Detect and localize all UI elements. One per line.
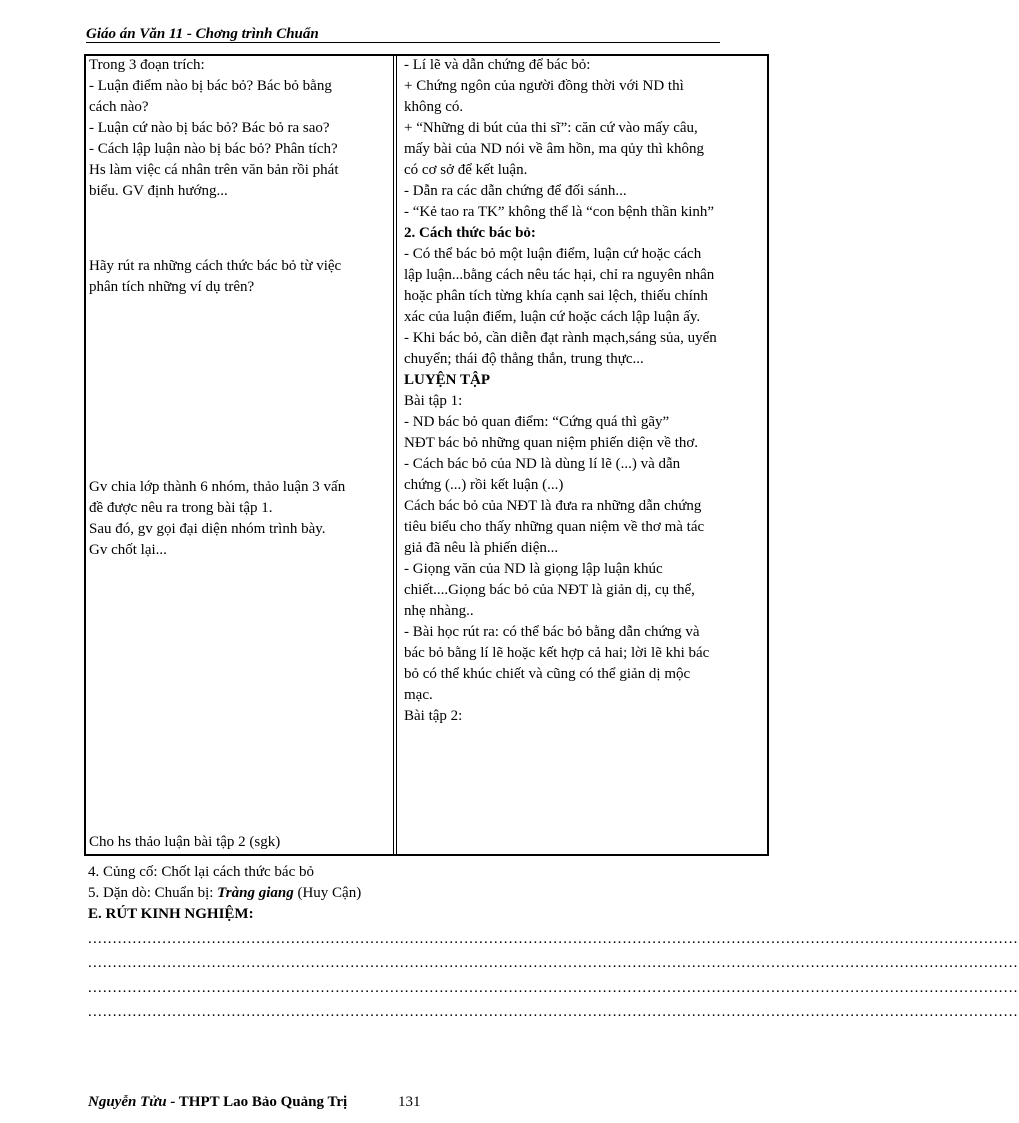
- content-line: - Khi bác bỏ, cần diễn đạt rành mạch,sáng sủa, uyển: [404, 330, 717, 346]
- content-column: [396, 56, 767, 854]
- homework-line: [88, 883, 361, 904]
- consolidation-line: 4. Củng cố: Chốt lại cách thức bác bỏ: [88, 864, 314, 880]
- experience-heading: E. RÚT KINH NGHIỆM:: [88, 906, 254, 922]
- content-line: - Lí lẽ và dẫn chứng để bác bỏ:: [404, 57, 591, 73]
- homework-suffix: (Huy Cận): [293, 885, 362, 901]
- content-line: Bài tập 2:: [404, 708, 463, 724]
- content-line: - Giọng văn của ND là giọng lập luận khúc: [404, 561, 663, 577]
- left-line: - Luận cứ nào bị bác bỏ? Bác bỏ ra sao?: [89, 120, 330, 136]
- left-block-4: Cho hs thảo luận bài tập 2 (sgk): [89, 834, 281, 850]
- page-number: 131: [398, 1094, 421, 1110]
- page-footer: [88, 1094, 347, 1111]
- left-line: Trong 3 đoạn trích:: [89, 57, 205, 73]
- left-line: phân tích những ví dụ trên?: [89, 279, 255, 295]
- content-line: không có.: [404, 99, 464, 115]
- content-line: - Bài học rút ra: có thể bác bỏ bằng dẫn chứng và: [404, 624, 700, 640]
- content-line: nhẹ nhàng..: [404, 603, 474, 619]
- footer-school: THPT Lao Bảo Quảng Trị: [175, 1094, 348, 1110]
- content-line: mạc.: [404, 687, 433, 703]
- content-line: lập luận...bằng cách nêu tác hại, chỉ ra nguyên nhân: [404, 267, 715, 283]
- content-line: xác của luận điểm, luận cứ hoặc cách lập luận ấy.: [404, 309, 701, 325]
- dotted-line: ............................................................................................................................................................................................: [88, 931, 1019, 947]
- content-line: chuyển; thái độ thẳng thắn, trung thực...: [404, 351, 644, 367]
- content-line: mấy bài của ND nói về âm hồn, ma qủy thì không: [404, 141, 704, 157]
- content-line: - ND bác bỏ quan điểm: “Cứng quá thì gãy”: [404, 414, 670, 430]
- section-heading: LUYỆN TẬP: [404, 372, 490, 388]
- content-line: + “Những di bút của thi sĩ”: căn cứ vào mấy câu,: [404, 120, 698, 136]
- homework-title: Tràng giang: [217, 885, 294, 901]
- content-line: giả đã nêu là phiến diện...: [404, 540, 559, 556]
- content-line: + Chứng ngôn của người đồng thời với ND thì: [404, 78, 684, 94]
- content-line: - Dẫn ra các dẫn chứng để đối sánh...: [404, 183, 627, 199]
- section-heading: 2. Cách thức bác bỏ:: [404, 225, 536, 241]
- content-line: - “Kẻ tao ra TK” không thể là “con bệnh thần kinh”: [404, 204, 715, 220]
- homework-prefix: 5. Dặn dò: Chuẩn bị:: [88, 885, 218, 901]
- left-line: - Cách lập luận nào bị bác bỏ? Phân tích?: [89, 141, 338, 157]
- content-line: bác bỏ bằng lí lẽ hoặc kết hợp cả hai; lời lẽ khi bác: [404, 645, 710, 661]
- left-line: đề được nêu ra trong bài tập 1.: [89, 500, 273, 516]
- lesson-table: [84, 54, 769, 856]
- left-line: biểu. GV định hướng...: [89, 183, 228, 199]
- content-line: NĐT bác bỏ những quan niệm phiến diện về thơ.: [404, 435, 699, 451]
- content-lines: [404, 55, 761, 727]
- content-line: bỏ có thể khúc chiết và cũng có thể giản dị mộc: [404, 666, 691, 682]
- footer-author: Nguyễn Tửu -: [88, 1094, 176, 1110]
- dotted-line: ............................................................................................................................................................................................: [88, 980, 1019, 996]
- left-line: Gv chốt lại...: [89, 542, 167, 558]
- left-block-2: [89, 256, 341, 298]
- left-line: Hãy rút ra những cách thức bác bỏ từ việc: [89, 258, 342, 274]
- content-line: Cách bác bỏ của NĐT là đưa ra những dẫn chứng: [404, 498, 702, 514]
- dotted-line: ............................................................................................................................................................................................: [88, 1004, 1019, 1020]
- content-line: hoặc phân tích từng khía cạnh sai lệch, thiếu chính: [404, 288, 708, 304]
- content-line: chiết....Giọng bác bỏ của NĐT là giản dị, cụ thể,: [404, 582, 695, 598]
- content-line: tiêu biểu cho thấy những quan niệm về thơ mà tác: [404, 519, 705, 535]
- left-block-1: [89, 55, 339, 202]
- content-line: - Cách bác bỏ của ND là dùng lí lẽ (...) và dẫn: [404, 456, 681, 472]
- content-line: - Có thể bác bỏ một luận điểm, luận cứ hoặc cách: [404, 246, 702, 262]
- content-line: có cơ sở để kết luận.: [404, 162, 528, 178]
- teacher-activity-column: [86, 56, 394, 854]
- page-header: Giáo án Văn 11 - Chơng trình Chuẩn: [86, 26, 720, 43]
- left-line: Gv chia lớp thành 6 nhóm, thảo luận 3 vấn: [89, 479, 346, 495]
- left-line: Sau đó, gv gọi đại diện nhóm trình bày.: [89, 521, 326, 537]
- left-line: - Luận điểm nào bị bác bỏ? Bác bỏ bằng: [89, 78, 332, 94]
- content-line: chứng (...) rồi kết luận (...): [404, 477, 564, 493]
- left-line: Hs làm việc cá nhân trên văn bản rồi phát: [89, 162, 339, 178]
- content-line: Bài tập 1:: [404, 393, 463, 409]
- dotted-line: ............................................................................................................................................................................................: [88, 955, 1019, 971]
- left-line: cách nào?: [89, 99, 149, 115]
- left-block-3: [89, 477, 345, 561]
